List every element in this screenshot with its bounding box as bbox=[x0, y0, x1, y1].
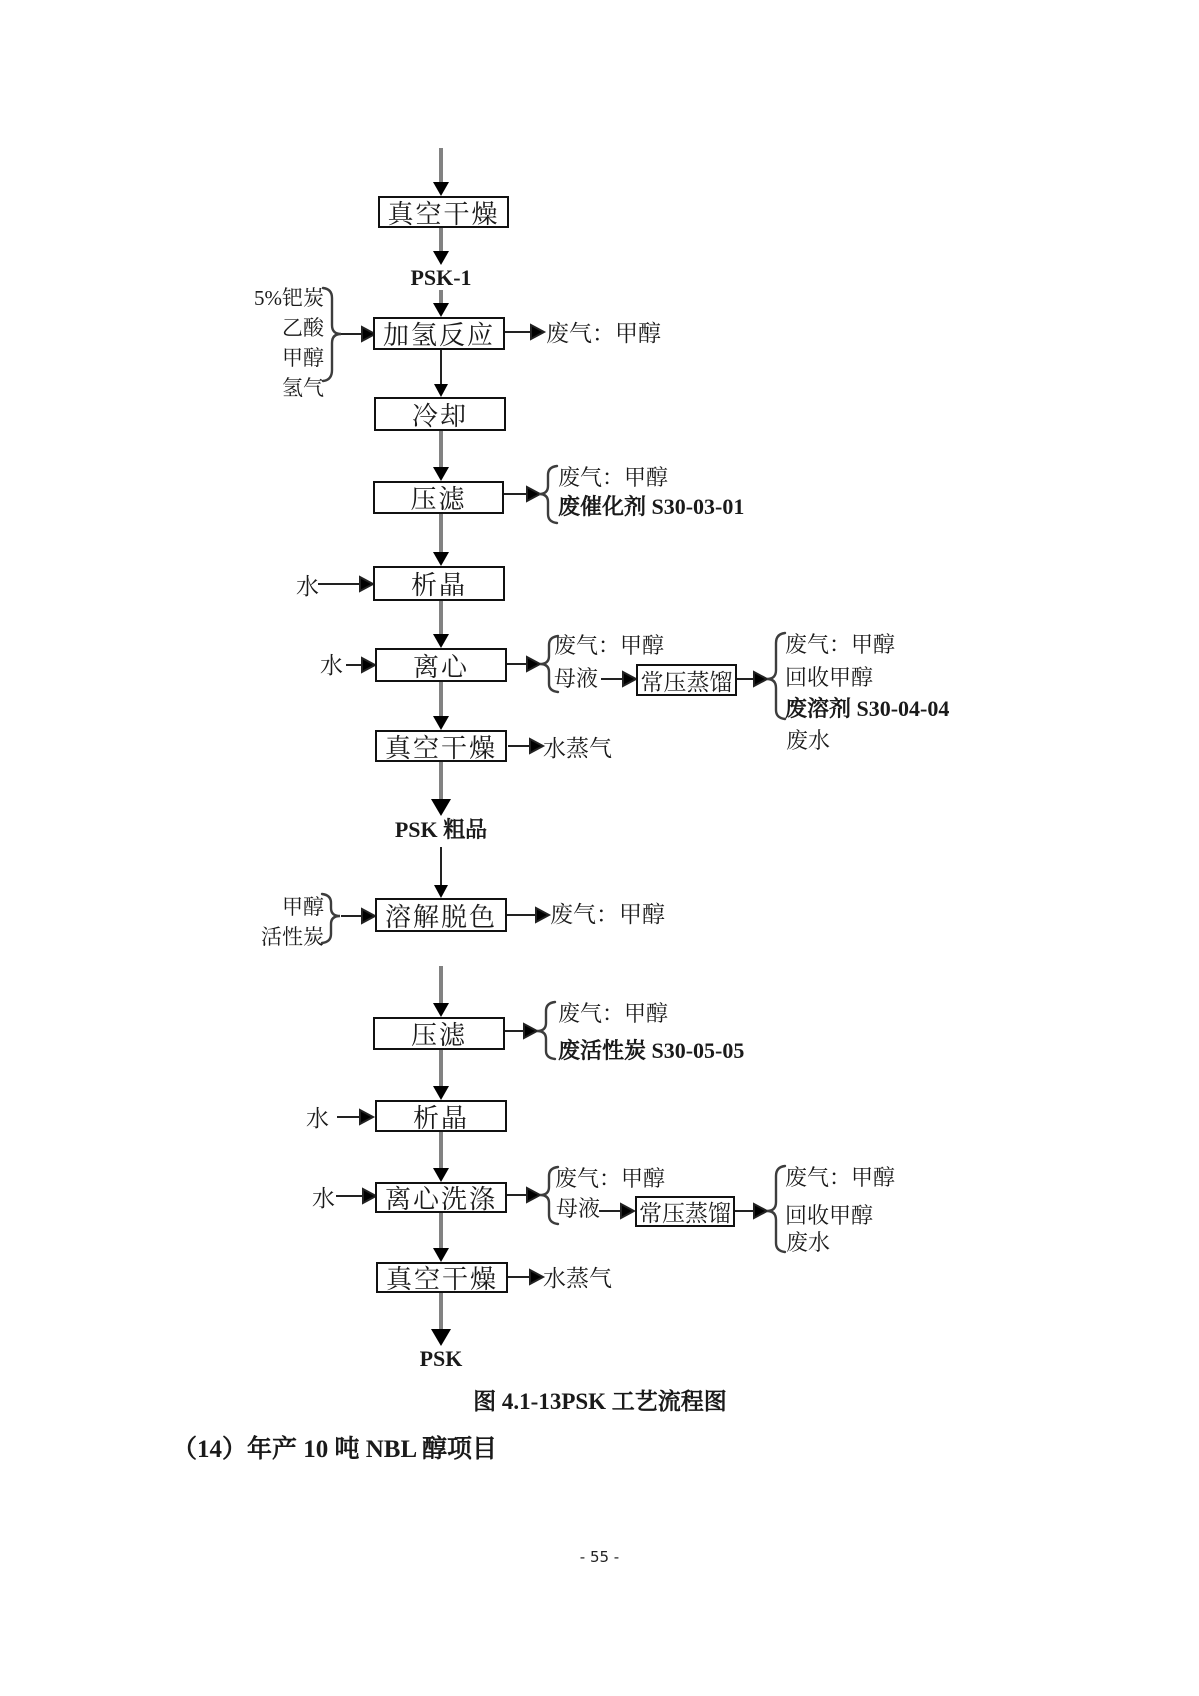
input-activated-carbon: 活性炭 bbox=[261, 925, 324, 949]
step-press-filter-2: 压滤 bbox=[373, 1017, 505, 1050]
label-psk-crude: PSK 粗品 bbox=[394, 817, 488, 842]
page-number: - 55 - bbox=[579, 1548, 620, 1566]
output-wash-gas: 废气：甲醇 bbox=[555, 1166, 666, 1191]
output-distill2-gas: 废气：甲醇 bbox=[785, 1165, 896, 1190]
output-centrifuge-gas: 废气：甲醇 bbox=[554, 633, 665, 658]
water-input-4: 水 bbox=[312, 1186, 335, 1211]
output-distill1-gas: 废气：甲醇 bbox=[785, 632, 896, 657]
output-filter1-gas: 废气：甲醇 bbox=[558, 465, 669, 490]
step-dissolve-decolor: 溶解脱色 bbox=[375, 898, 507, 932]
output-dissolve-gas: 废气：甲醇 bbox=[550, 902, 665, 927]
input-methanol-2: 甲醇 bbox=[282, 895, 324, 919]
input-acetic-acid: 乙酸 bbox=[282, 316, 324, 340]
step-crystallize-1: 析晶 bbox=[373, 566, 505, 601]
step-cooling: 冷却 bbox=[374, 397, 506, 431]
output-distill1-waste-solvent: 废溶剂 S30-04-04 bbox=[785, 696, 950, 721]
output-filter1-waste-catalyst: 废催化剂 S30-03-01 bbox=[558, 494, 745, 519]
water-input-2: 水 bbox=[320, 653, 343, 678]
output-centrifuge-mother-liquor: 母液 bbox=[554, 666, 599, 691]
output-dry2-steam: 水蒸气 bbox=[543, 736, 612, 761]
output-distill2-recovered-methanol: 回收甲醇 bbox=[785, 1203, 874, 1228]
output-filter2-waste-carbon: 废活性炭 S30-05-05 bbox=[558, 1038, 745, 1063]
step-vacuum-dry-3: 真空干燥 bbox=[376, 1262, 508, 1293]
output-filter2-gas: 废气：甲醇 bbox=[558, 1001, 669, 1026]
label-psk1: PSK-1 bbox=[410, 265, 472, 290]
figure-caption: 图 4.1-13PSK 工艺流程图 bbox=[473, 1389, 727, 1414]
hydrogenation-inputs bbox=[246, 283, 324, 403]
output-dry3-steam: 水蒸气 bbox=[543, 1266, 612, 1291]
step-centrifuge-wash: 离心洗涤 bbox=[375, 1182, 507, 1213]
output-distill1-recovered-methanol: 回收甲醇 bbox=[785, 665, 874, 690]
output-wash-mother-liquor: 母液 bbox=[556, 1196, 601, 1221]
step-centrifuge: 离心 bbox=[375, 648, 507, 682]
step-vacuum-dry-2: 真空干燥 bbox=[375, 730, 507, 762]
input-pd-carbon: 5%钯炭 bbox=[254, 286, 324, 310]
step-press-filter-1: 压滤 bbox=[373, 481, 504, 514]
water-input-1: 水 bbox=[296, 574, 319, 599]
input-methanol: 甲醇 bbox=[282, 346, 324, 370]
horizontal-arrows bbox=[318, 325, 767, 1284]
water-input-3: 水 bbox=[306, 1106, 329, 1131]
dissolve-inputs bbox=[246, 892, 324, 952]
step-distill-2: 常压蒸馏 bbox=[635, 1196, 735, 1227]
step-hydrogenation: 加氢反应 bbox=[373, 317, 505, 350]
output-distill1-wastewater: 废水 bbox=[786, 728, 831, 753]
step-crystallize-2: 析晶 bbox=[375, 1100, 507, 1132]
label-psk: PSK bbox=[419, 1346, 463, 1371]
output-hydrogenation-gas: 废气：甲醇 bbox=[546, 321, 661, 346]
output-distill2-wastewater: 废水 bbox=[786, 1230, 831, 1255]
step-vacuum-dry-1: 真空干燥 bbox=[378, 196, 509, 228]
input-hydrogen: 氢气 bbox=[282, 376, 324, 400]
step-distill-1: 常压蒸馏 bbox=[636, 664, 737, 696]
section-heading: （14）年产 10 吨 NBL 醇项目 bbox=[172, 1436, 498, 1463]
